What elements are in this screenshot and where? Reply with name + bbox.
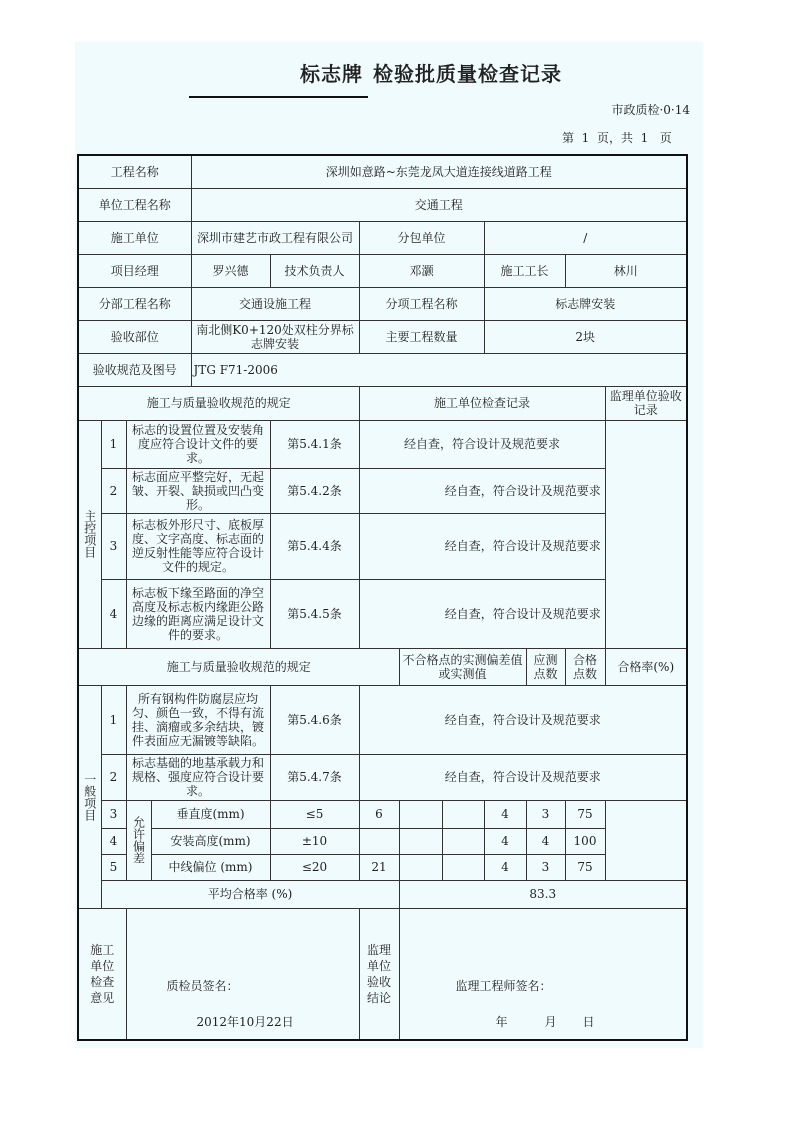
foreman-label: 施工工长 [484, 254, 565, 287]
quantity-value: 2块 [484, 320, 687, 353]
page-number: 第 1 页，共 1 页 [562, 131, 672, 145]
division-value: 交通设施工程 [191, 287, 359, 320]
main-item-no: 1 [101, 420, 126, 468]
engineer-signature-label: 监理工程师签名： [455, 978, 552, 993]
general-item-desc: 所有钢构件防腐层应均匀、颜色一致，不得有流挂、滴瘤或多余结块，镀件表面应无漏镀等缺陷。 [126, 685, 270, 754]
passed-header: 合格点数 [565, 648, 605, 685]
main-item-result: 经自查，符合设计及规范要求 [359, 579, 687, 648]
average-rate-label: 平均合格率 (%) [101, 880, 399, 908]
tolerance-item-limit: ≤5 [270, 800, 359, 828]
main-item-no: 4 [101, 579, 126, 648]
tolerance-value-2 [399, 800, 442, 828]
supervisor-record-header: 监理单位验收记录 [605, 386, 687, 420]
tolerance-item-name: 安装高度(mm) [151, 828, 270, 854]
main-item-clause: 第5.4.2条 [270, 468, 359, 513]
main-record-header: 施工单位检查记录 [359, 386, 605, 420]
tolerance-rate: 100 [565, 828, 605, 854]
tolerance-passed: 3 [526, 800, 565, 828]
main-item-clause: 第5.4.4条 [270, 513, 359, 579]
subcontractor-label: 分包单位 [359, 221, 484, 254]
average-rate-value: 83.3 [399, 880, 687, 908]
inspector-signature-label: 质检员签名： [166, 978, 239, 993]
subitem-label: 分项工程名称 [359, 287, 484, 320]
subcontractor-value: / [484, 221, 687, 254]
tolerance-measured: 4 [484, 828, 526, 854]
title-part1: 标志牌 [300, 62, 363, 86]
main-item-result: 经自查，符合设计及规范要求 [359, 420, 605, 468]
main-item-clause: 第5.4.5条 [270, 579, 359, 648]
title-underline [189, 96, 368, 98]
tolerance-value-1: 21 [359, 854, 399, 880]
construction-opinion-label: 施工单位检查意见 [78, 908, 126, 1040]
general-spec-header: 施工与质量验收规范的规定 [78, 648, 399, 685]
general-item-clause: 第5.4.7条 [270, 754, 359, 800]
main-item-desc: 标志板下缘至路面的净空高度及标志板内缘距公路边缘的距离应满足设计文件的要求。 [126, 579, 270, 648]
deviation-header: 不合格点的实测偏差值或实测值 [399, 648, 526, 685]
tolerance-item-name: 中线偏位 (mm) [151, 854, 270, 880]
tech-lead-label: 技术负责人 [270, 254, 359, 287]
constructor-value: 深圳市建艺市政工程有限公司 [191, 221, 359, 254]
location-label: 验收部位 [78, 320, 191, 353]
tolerance-item-name: 垂直度(mm) [151, 800, 270, 828]
unit-project-label: 单位工程名称 [78, 188, 191, 221]
tolerance-item-no: 5 [101, 854, 126, 880]
tolerance-value-2 [399, 854, 442, 880]
main-item-result: 经自查，符合设计及规范要求 [359, 468, 687, 513]
tolerance-rate: 75 [565, 800, 605, 828]
tolerance-value-3 [442, 800, 484, 828]
tolerance-value-2 [399, 828, 442, 854]
main-item-no: 3 [101, 513, 126, 579]
general-item-desc: 标志基础的地基承载力和规格、强度应符合设计要求。 [126, 754, 270, 800]
tolerance-item-no: 4 [101, 828, 126, 854]
main-item-clause: 第5.4.1条 [270, 420, 359, 468]
project-manager-label: 项目经理 [78, 254, 191, 287]
measured-header: 应测点数 [526, 648, 565, 685]
main-items-label: 主控项目 [78, 420, 101, 648]
general-items-label: 一般项目 [78, 685, 101, 908]
general-item-no: 2 [101, 754, 126, 800]
main-item-desc: 标志板外形尺寸、底板厚度、文字高度、标志面的逆反射性能等应符合设计文件的规定。 [126, 513, 270, 579]
tolerance-item-limit: ≤20 [270, 854, 359, 880]
year-label: 年 [495, 1014, 508, 1029]
tech-lead-value: 邓灏 [359, 254, 484, 287]
tolerance-label: 允许偏差 [126, 800, 151, 880]
rate-header: 合格率(%) [605, 648, 687, 685]
spec-value: JTG F71-2006 [191, 353, 687, 386]
tolerance-item-no: 3 [101, 800, 126, 828]
spec-label: 验收规范及图号 [78, 353, 191, 386]
supervision-conclusion-label: 监理单位验收结论 [359, 908, 399, 1040]
inspection-date: 2012年10月22日 [196, 1014, 294, 1029]
general-item-result: 经自查，符合设计及规范要求 [359, 685, 687, 754]
tolerance-value-1: 6 [359, 800, 399, 828]
foreman-value: 林川 [565, 254, 687, 287]
tolerance-value-3 [442, 854, 484, 880]
project-manager-value: 罗兴德 [191, 254, 270, 287]
division-label: 分部工程名称 [78, 287, 191, 320]
quantity-label: 主要工程数量 [359, 320, 484, 353]
general-item-result: 经自查，符合设计及规范要求 [359, 754, 687, 800]
month-label: 月 [544, 1014, 557, 1029]
tolerance-value-3 [442, 828, 484, 854]
project-name-value: 深圳如意路~东莞龙凤大道连接线道路工程 [191, 155, 687, 188]
subitem-value: 标志牌安装 [484, 287, 687, 320]
tolerance-rate: 75 [565, 854, 605, 880]
unit-project-value: 交通工程 [191, 188, 687, 221]
general-item-clause: 第5.4.6条 [270, 685, 359, 754]
project-name-label: 工程名称 [78, 155, 191, 188]
day-label: 日 [582, 1014, 595, 1029]
title-part2: 检验批质量检查记录 [373, 62, 562, 86]
main-item-no: 2 [101, 468, 126, 513]
tolerance-value-1 [359, 828, 399, 854]
tolerance-passed: 3 [526, 854, 565, 880]
main-item-desc: 标志的设置位置及安装角度应符合设计文件的要求。 [126, 420, 270, 468]
tolerance-measured: 4 [484, 854, 526, 880]
construction-opinion-cell [126, 908, 359, 1040]
constructor-label: 施工单位 [78, 221, 191, 254]
form-code: 市政质检·0·14 [611, 103, 690, 117]
supervision-conclusion-cell [399, 908, 687, 1040]
location-value: 南北侧K0+120处双柱分界标志牌安装 [191, 320, 359, 353]
tolerance-item-limit: ±10 [270, 828, 359, 854]
main-spec-header: 施工与质量验收规范的规定 [78, 386, 359, 420]
tolerance-measured: 4 [484, 800, 526, 828]
main-item-desc: 标志面应平整完好，无起皱、开裂、缺损或凹凸变形。 [126, 468, 270, 513]
inspection-table [77, 154, 688, 1041]
main-item-result: 经自查，符合设计及规范要求 [359, 513, 687, 579]
general-item-no: 1 [101, 685, 126, 754]
tolerance-passed: 4 [526, 828, 565, 854]
